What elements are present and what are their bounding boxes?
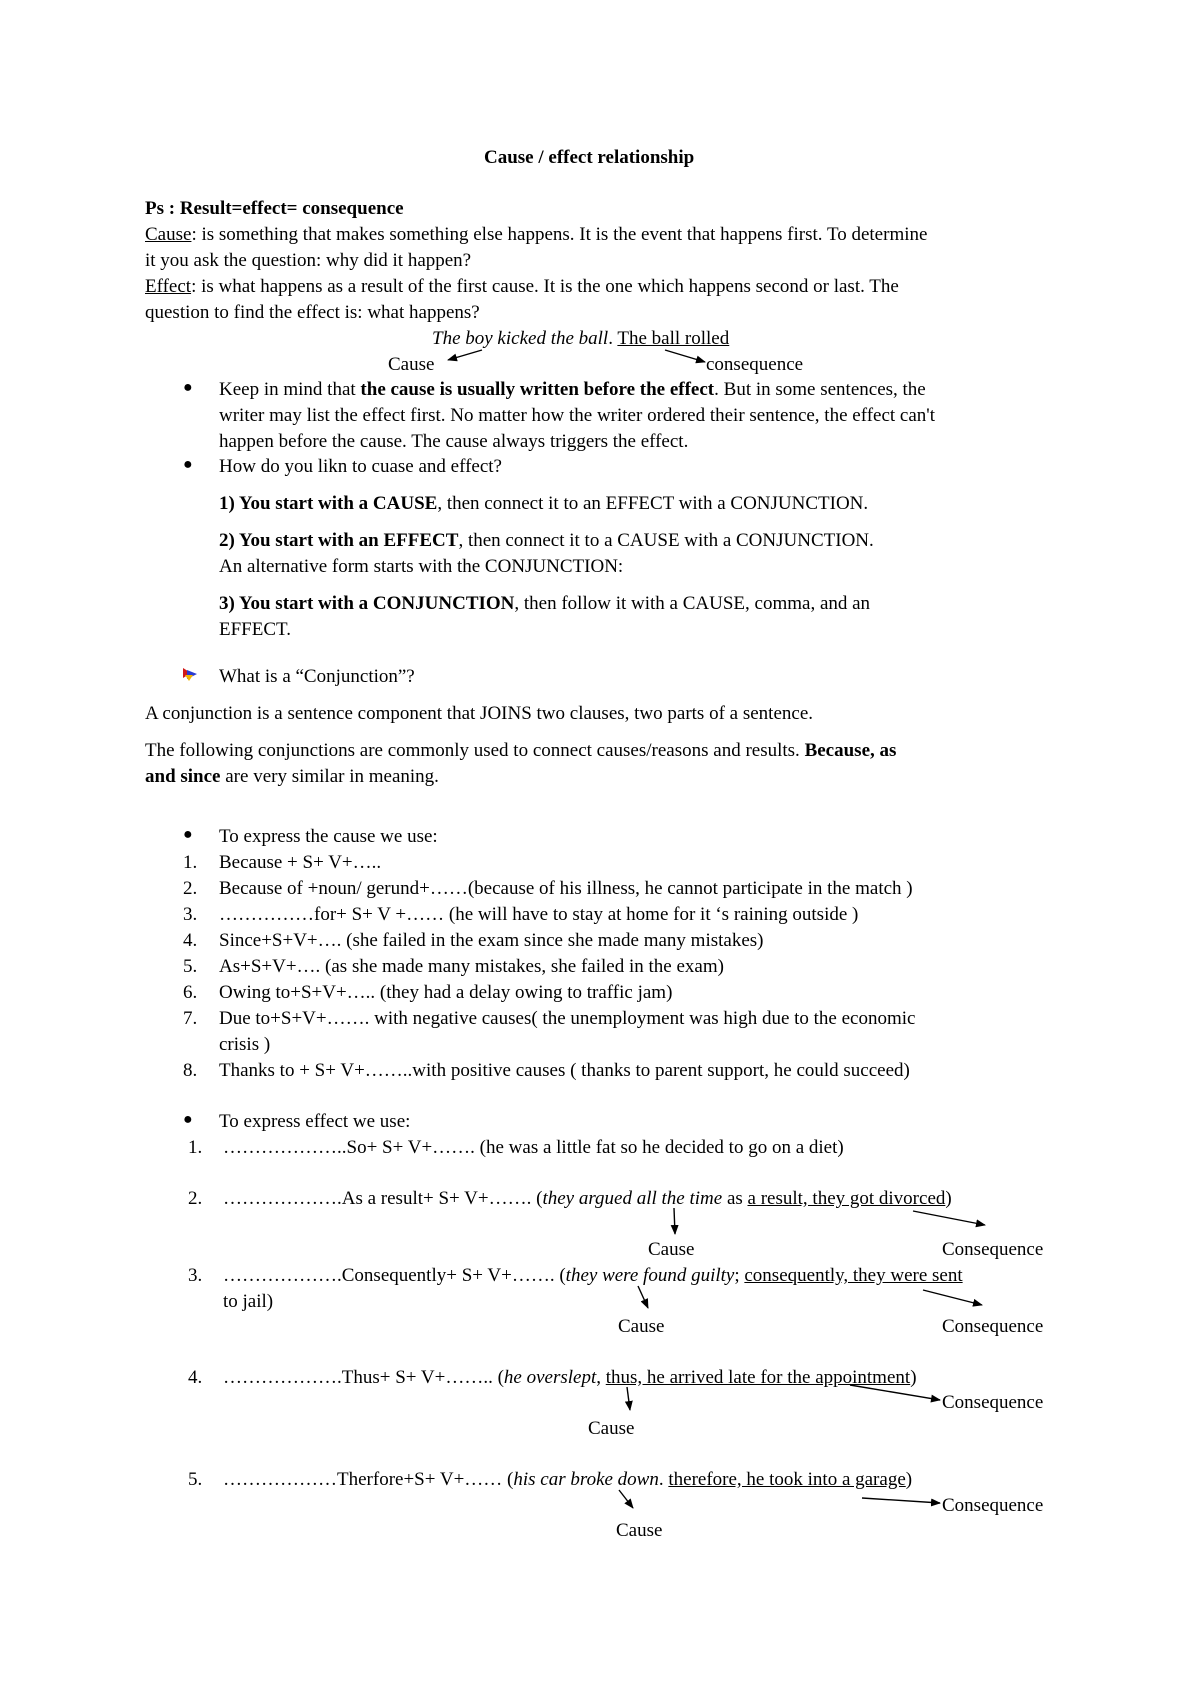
cause-list-item: Due to+S+V+……. with negative causes( the unemployment was high due to the economic — [219, 1008, 916, 1029]
effect-list-num: 1. — [188, 1137, 203, 1158]
bullet1-line3: happen before the cause. The cause always triggers the effect. — [219, 431, 689, 452]
effect-list-num: 5. — [188, 1469, 203, 1490]
bullet1-pre: Keep in mind that — [219, 379, 361, 400]
cause-list-num: 8. — [183, 1060, 198, 1081]
effect4-effect: thus, he arrived late for the appointment — [605, 1367, 911, 1388]
effect-list-item-cont: to jail) — [223, 1291, 274, 1312]
cause-list-item: Because + S+ V+….. — [219, 852, 382, 873]
bullet-dot: ● — [183, 1111, 193, 1128]
effect2-effect: a result, they got divorced — [747, 1188, 946, 1209]
effect-definition-text: : is what happens as a result of the first cause. It is the one which happens second or last. The — [191, 276, 899, 297]
arrow-icon — [665, 350, 705, 362]
effect5-mid: . — [658, 1469, 669, 1490]
example-effect: The ball rolled — [617, 328, 730, 349]
cause-list-num: 7. — [183, 1008, 198, 1029]
cause-label: Cause — [648, 1239, 695, 1260]
cause-label: Cause — [588, 1418, 635, 1439]
effect5-pre: ………………Therfore+S+ V+…… ( — [223, 1469, 514, 1490]
conjunction-common-bold: Because, as — [804, 740, 897, 761]
bullet-dot: ● — [183, 456, 193, 473]
effect-heading: To express effect we use: — [219, 1111, 411, 1132]
pattern-3-rest: , then follow it with a CAUSE, comma, and an — [514, 593, 871, 614]
cause-list-item: Since+S+V+…. (she failed in the exam since she made many mistakes) — [219, 930, 764, 951]
effect-list-item: ………………..So+ S+ V+……. (he was a little fat so he decided to go on a diet) — [223, 1137, 844, 1158]
consequence-label: Consequence — [942, 1239, 1044, 1260]
effect5-effect: therefore, he took into a garage — [668, 1469, 906, 1490]
effect-list-num: 2. — [188, 1188, 203, 1209]
bullet-dot: ● — [183, 379, 193, 396]
conjunction-common-rest: are very similar in meaning. — [220, 766, 439, 787]
bullet-dot: ● — [183, 826, 193, 843]
ps-note: Ps : Result=effect= consequence — [145, 198, 404, 219]
example-separator: . — [608, 328, 618, 349]
effect2-cause: they argued all the time — [542, 1188, 723, 1209]
example-consequence-label: consequence — [706, 354, 804, 375]
effect4-cause: he overslept — [503, 1367, 597, 1388]
pattern-3-line2: EFFECT. — [219, 619, 291, 640]
effect3-cause: they were found guilty — [565, 1265, 735, 1286]
bullet1-post: . But in some sentences, the — [714, 379, 926, 400]
effect5-post: ) — [905, 1469, 913, 1490]
conjunction-common-text: The following conjunctions are commonly used to connect causes/reasons and results. — [145, 740, 805, 761]
cause-list-num: 1. — [183, 852, 198, 873]
cause-definition-line2: it you ask the question: why did it happen? — [145, 250, 472, 271]
effect-term: Effect — [145, 276, 192, 297]
bullet1-line2: writer may list the effect first. No matter how the writer ordered their sentence, the effect can't — [219, 405, 935, 426]
bullet1-bold: the cause is usually written before the effect — [360, 379, 715, 400]
cause-heading: To express the cause we use: — [219, 826, 438, 847]
cause-label: Cause — [616, 1520, 663, 1541]
consequence-label: Consequence — [942, 1495, 1044, 1516]
cause-list-num: 6. — [183, 982, 198, 1003]
effect3-pre: ……………….Consequently+ S+ V+……. ( — [223, 1265, 566, 1286]
cause-list-num: 2. — [183, 878, 198, 899]
example-cause-label: Cause — [388, 354, 435, 375]
effect4-post: ) — [910, 1367, 917, 1388]
effect5-cause: his car broke down — [513, 1469, 659, 1490]
cause-list-num: 3. — [183, 904, 198, 925]
cause-list-item: Owing to+S+V+….. (they had a delay owing to traffic jam) — [219, 982, 673, 1003]
cause-list-num: 5. — [183, 956, 198, 977]
arrow-icon — [619, 1490, 633, 1508]
effect3-effect: consequently, they were sent — [744, 1265, 963, 1286]
pattern-2-rest: , then connect it to a CAUSE with a CONJUNCTION. — [458, 530, 874, 551]
cause-list-item: ……………for+ S+ V +…… (he will have to stay at home for it ‘s raining outside ) — [219, 904, 859, 925]
cause-list-item: Thanks to + S+ V+……..with positive causes ( thanks to parent support, he could succeed) — [219, 1060, 910, 1081]
cause-list-item-cont: crisis ) — [219, 1034, 271, 1055]
example-cause: The boy kicked the ball — [432, 328, 609, 349]
cause-label: Cause — [618, 1316, 665, 1337]
effect2-mid: as — [722, 1188, 748, 1209]
arrow-icon — [850, 1385, 940, 1400]
effect2-pre: ……………….As a result+ S+ V+……. ( — [223, 1188, 543, 1209]
effect-list-num: 4. — [188, 1367, 203, 1388]
pattern-3-bold: 3) You start with a CONJUNCTION — [219, 593, 515, 614]
effect2-post: ) — [945, 1188, 952, 1209]
effect-list-num: 3. — [188, 1265, 203, 1286]
pattern-1-rest: , then connect it to an EFFECT with a CONJUNCTION. — [437, 493, 869, 514]
cause-list-item: Because of +noun/ gerund+……(because of his illness, he cannot participate in the match ) — [219, 878, 913, 899]
conjunction-definition: A conjunction is a sentence component that JOINS two clauses, two parts of a sentence. — [145, 703, 813, 724]
pattern-2-bold: 2) You start with an EFFECT — [219, 530, 459, 551]
effect3-mid: ; — [734, 1265, 745, 1286]
page-title: Cause / effect relationship — [484, 147, 695, 168]
alt-form: An alternative form starts with the CONJUNCTION: — [219, 556, 624, 577]
arrow-icon — [923, 1290, 982, 1305]
effect4-mid: , — [596, 1367, 606, 1388]
cause-definition-text: : is something that makes something else happens. It is the event that happens first. To determine — [191, 224, 928, 245]
conjunction-question: What is a “Conjunction”? — [219, 666, 415, 687]
consequence-label: Consequence — [942, 1316, 1044, 1337]
arrow-icon — [913, 1211, 985, 1225]
effect4-pre: ……………….Thus+ S+ V+…….. ( — [223, 1367, 504, 1388]
cause-term: Cause — [145, 224, 192, 245]
cause-list-num: 4. — [183, 930, 198, 951]
consequence-label: Consequence — [942, 1392, 1044, 1413]
arrow-icon — [448, 350, 482, 360]
arrow-icon — [674, 1208, 675, 1234]
cause-list-item: As+S+V+…. (as she made many mistakes, she failed in the exam) — [219, 956, 724, 977]
conjunction-common-bold2: and since — [145, 766, 221, 787]
arrow-icon — [862, 1498, 940, 1503]
effect-definition-line2: question to find the effect is: what happens? — [145, 302, 480, 323]
arrow-icon — [627, 1387, 630, 1410]
bullet2-text: How do you likn to cuase and effect? — [219, 456, 502, 477]
pattern-1-bold: 1) You start with a CAUSE — [219, 493, 438, 514]
arrow-icon — [638, 1286, 648, 1308]
